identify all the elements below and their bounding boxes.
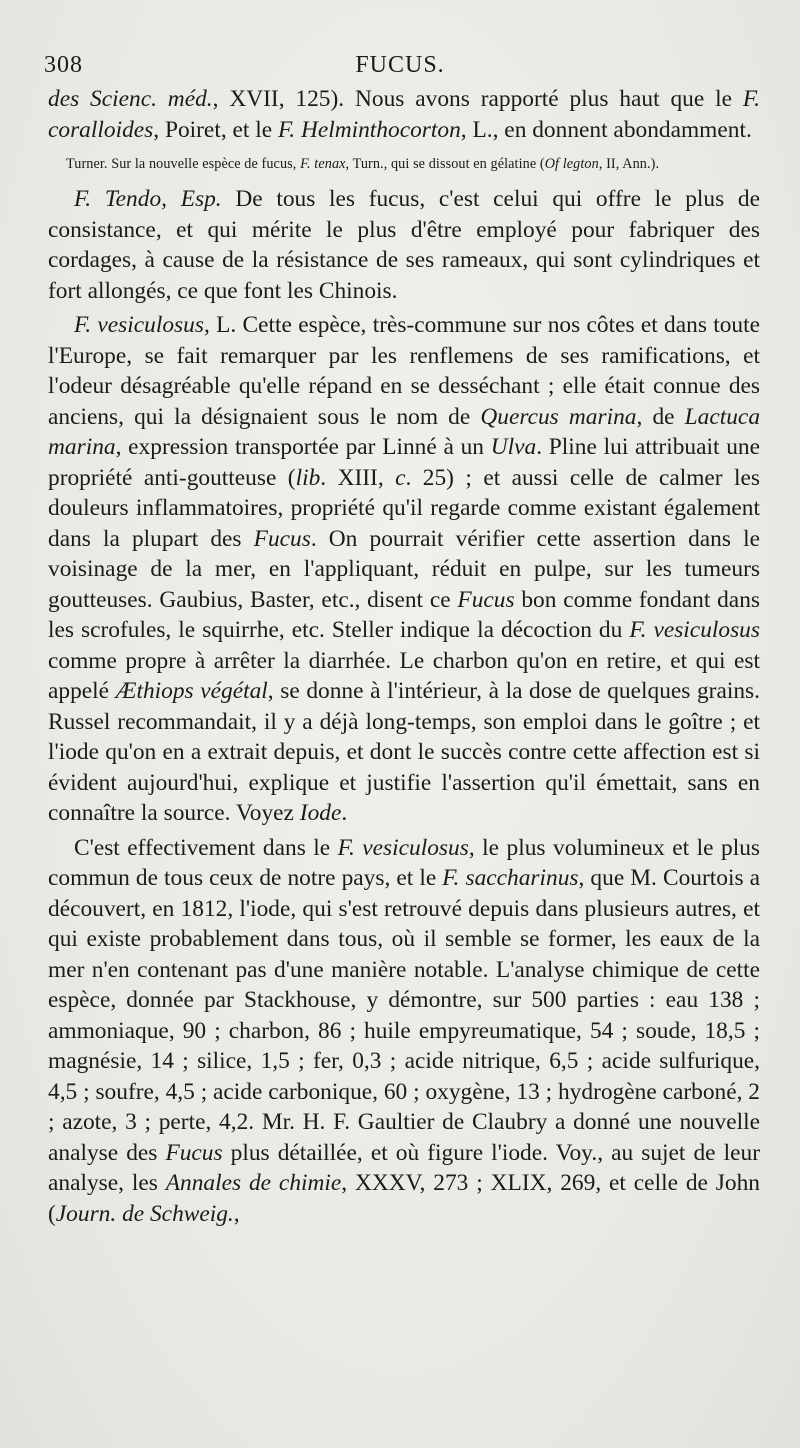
reference-note: Turner. Sur la nouvelle espèce de fucus, F. tenax, Turn., qui se dissout en gélatine (Of legton, II, Ann.). bbox=[66, 156, 660, 172]
paragraph-f-tendo: F. Tendo, Esp. De tous les fucus, c'est celui qui offre le plus de consistance, et qui mérite le plus d'être employé pour fabriquer des cordages, à cause de la résistance de ses rameaux, qui sont cylindriques et fort allongés, ce que font les Chinois. bbox=[48, 186, 760, 304]
cross-reference: Iode bbox=[299, 800, 342, 826]
species-name: F. coralloides bbox=[48, 86, 761, 143]
page-number: 308 bbox=[44, 52, 83, 78]
paragraph-iode: C'est effectivement dans le F. vesiculosus, le plus volumineux et le plus commun de tous ceux de notre pays, et le F. saccharinus, que M. Courtois a découvert, en 1812, l'iode, qui s'est retrouvé depuis dans plusieurs autres, et qui existe probablement dans tous, où il semble se former, les eaux de la mer n'en contenant pas d'une manière notable. L'analyse chimique de cette espèce, donnée par Stackhouse, y démontre, sur 500 parties : eau 138 ; ammoniaque, 90 ; charbon, 86 ; huile empyreumatique, 54 ; soude, 18,5 ; magnésie, 14 ; silice, 1,5 ; fer, 0,3 ; acide nitrique, 6,5 ; acide sulfurique, 4,5 ; soufre, 4,5 ; acide carbonique, 60 ; oxygène, 13 ; hydrogène carboné, 2 ; azote, 3 ; perte, 4,2. Mr. H. F. Gaultier de Claubry a donné une nouvelle analyse des Fucus plus détaillée, et où figure l'iode. Voy., au sujet de leur analyse, les Annales de chimie, XXXV, 273 ; XLIX, 269, et celle de John (Journ. de Schweig., bbox=[48, 834, 760, 1227]
paragraph-f-vesiculosus: F. vesiculosus, L. Cette espèce, très-commune sur nos côtes et dans toute l'Europe, se fait remarquer par les renflemens de ses ramifications, et l'odeur désagréable qu'elle répand en se desséchant ; elle était connue des anciens, qui la désignaient sous le nom de Quercus marina, de Lactuca marina, expression transportée par Linné à un Ulva. Pline lui attribuait une propriété anti-goutteuse (lib. XIII, c. 25) ; et aussi celle de calmer les douleurs inflammatoires, propriété qu'il regarde comme existant également dans la plupart des Fucus. On pourrait vérifier cette assertion dans le voisinage de la mer, en l'appliquant, réduit en pulpe, sur les tumeurs goutteuses. Gaubius, Baster, etc., disent ce Fucus bon comme fondant dans les scrofules, le squirrhe, etc. Steller indique la décoction du F. vesiculosus comme propre à arrêter la diarrhée. Le charbon qu'on en retire, et qui est appelé Æthiops végétal, se donne à l'intérieur, à la dose de quelques grains. Russel recommandait, il y a déjà long-temps, son emploi dans le goître ; et l'iode qu'on en a extrait depuis, et dont le succès contre cette affection est si évident aujourd'hui, explique et justifie l'assertion qu'il émettait, sans en connaître la source. Voyez Iode. bbox=[48, 312, 761, 826]
running-title: FUCUS. bbox=[355, 52, 445, 78]
species-heading: F. vesiculosus bbox=[74, 312, 204, 338]
species-heading: F. Tendo, Esp. bbox=[74, 186, 222, 212]
italic-citation: des Scienc. méd. bbox=[48, 86, 213, 112]
species-name: F. tenax bbox=[300, 156, 346, 172]
species-name: F. Helminthocorton bbox=[277, 116, 461, 143]
paragraph-continuation: des Scienc. méd., XVII, 125). Nous avons rapporté plus haut que le F. coralloides, Poiret, et le F. Helminthocorton, L., en donnent abondamment. bbox=[48, 86, 761, 143]
page-body bbox=[48, 84, 760, 1229]
page-header bbox=[44, 52, 756, 82]
